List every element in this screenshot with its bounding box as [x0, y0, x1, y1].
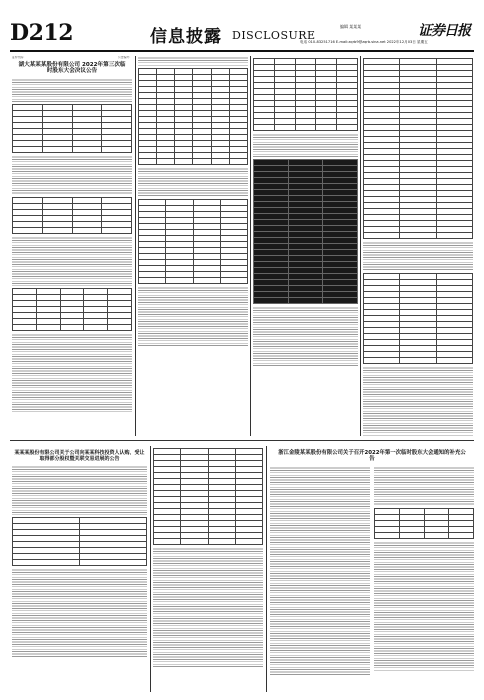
column-divider	[266, 446, 267, 692]
body-text	[12, 78, 132, 102]
contact-line: 电话 010-83251716 E-mail:zqrb9@zqrb.sina.net 2022年12月03日 星期五	[300, 40, 428, 44]
column-divider	[250, 56, 251, 436]
data-table	[363, 273, 473, 364]
column-divider	[150, 446, 151, 692]
body-text	[12, 333, 132, 413]
body-text	[138, 286, 248, 346]
data-table	[363, 58, 473, 239]
data-table	[138, 68, 248, 165]
editor-credit: 编辑 某某某	[340, 24, 362, 29]
article-lower-middle	[153, 446, 263, 692]
body-text	[363, 241, 473, 271]
body-text	[138, 56, 248, 66]
article-meta: 证券代码： 公告编号：	[12, 56, 132, 59]
body-text	[12, 236, 132, 286]
body-text	[270, 466, 370, 676]
data-table	[153, 448, 263, 545]
article-lower-left	[12, 446, 147, 692]
body-text	[374, 466, 474, 506]
section-divider	[10, 440, 474, 441]
body-text	[253, 133, 358, 157]
section-title: 信息披露	[150, 27, 222, 47]
body-text	[12, 465, 147, 515]
article-upper-right-middle	[253, 56, 358, 436]
data-table	[12, 197, 132, 234]
article-lower-right	[270, 446, 474, 692]
article-upper-middle	[138, 56, 248, 436]
column-divider	[135, 56, 136, 436]
body-text	[153, 547, 263, 667]
body-text	[12, 155, 132, 195]
article-body	[270, 466, 474, 676]
body-text	[253, 306, 358, 366]
data-table	[12, 517, 147, 566]
body-text	[363, 366, 473, 436]
body-text	[374, 541, 474, 671]
page-number: D212	[10, 20, 74, 46]
data-table	[12, 288, 132, 331]
article-title: 湖大某某某股份有限公司 2022年第三次临时股东大会决议公告	[18, 61, 126, 75]
newspaper-logo: 证券日报	[418, 23, 470, 39]
article-title: 浙江金陵某某股份有限公司关于召开2022年第一次临时股东大会通知的补充公告	[278, 450, 466, 463]
data-table	[253, 58, 358, 131]
column-divider	[360, 56, 361, 436]
dark-data-table	[253, 159, 358, 304]
masthead	[10, 18, 474, 52]
data-table	[374, 508, 474, 539]
article-title: 某某某股份有限公司关于公司向某某科技投资人认购、受让取得部分股权暨关联交易进展的公告	[14, 450, 145, 462]
article-upper-left	[12, 56, 132, 436]
body-text	[12, 568, 147, 658]
data-table	[138, 199, 248, 284]
section-title-english: DISCLOSURE	[232, 29, 316, 42]
article-upper-right	[363, 56, 473, 436]
body-text	[138, 167, 248, 197]
data-table	[12, 104, 132, 153]
